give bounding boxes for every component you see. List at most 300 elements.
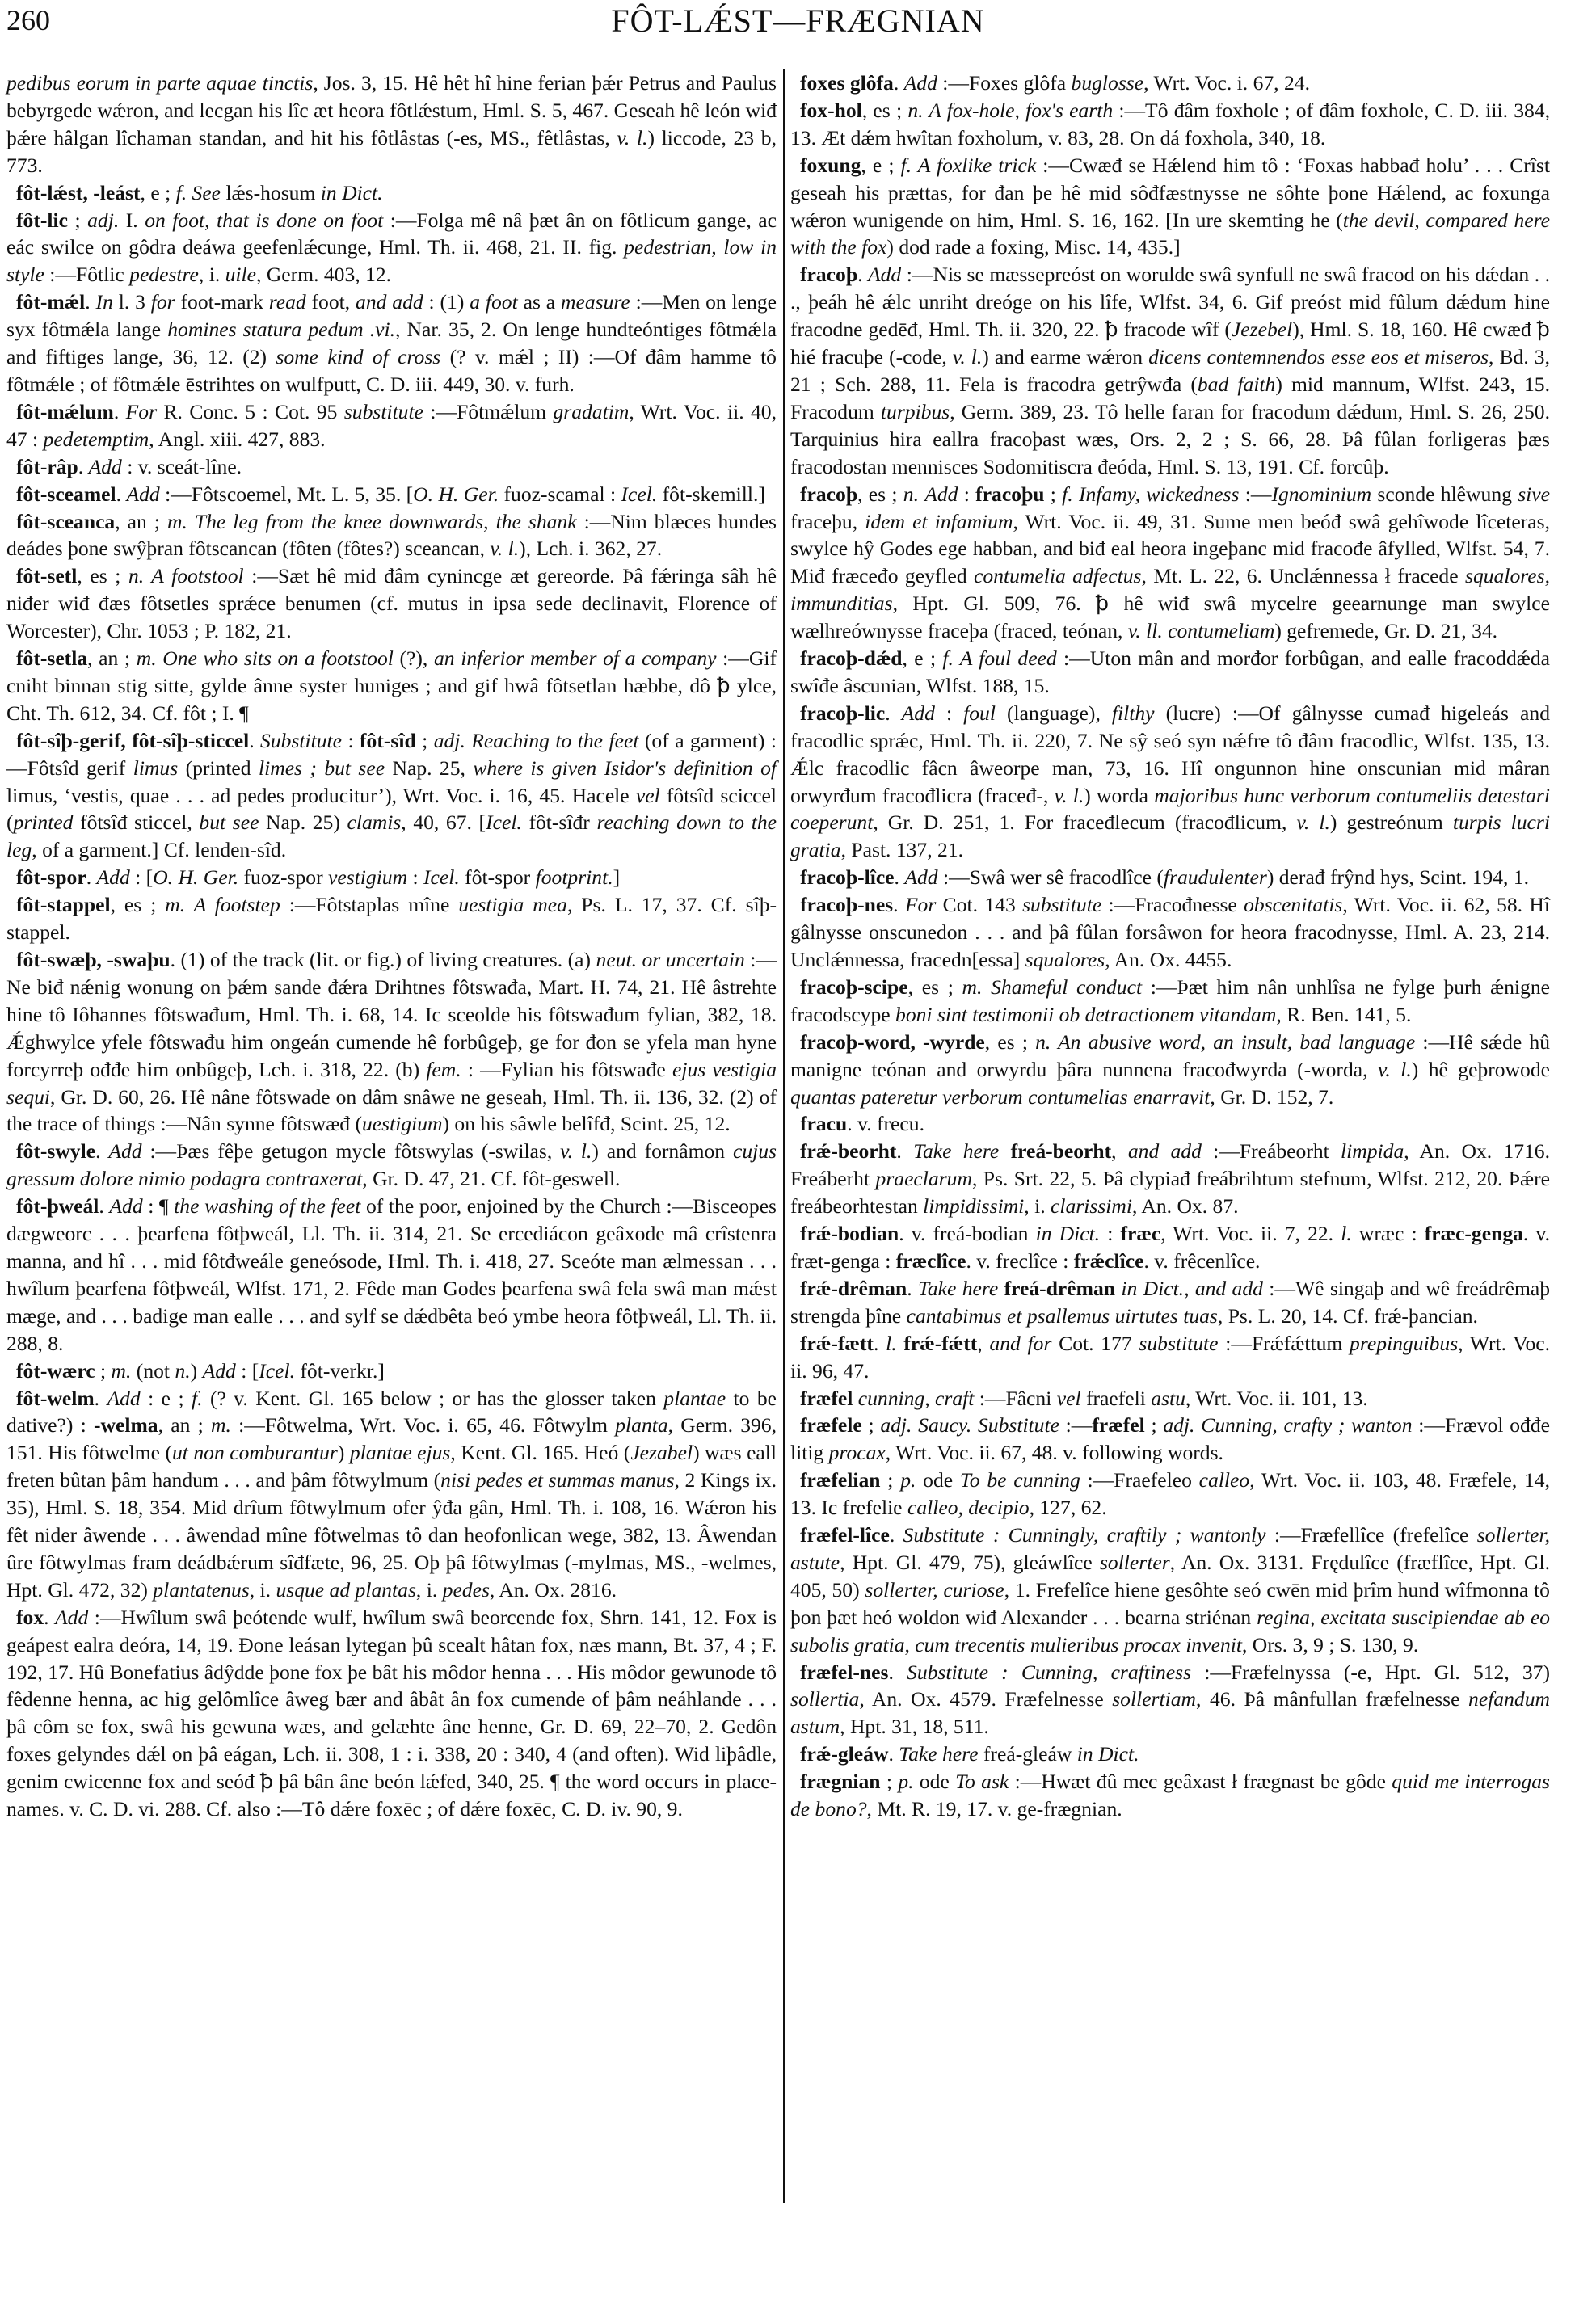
italic-text: usque ad plantas xyxy=(276,1577,416,1602)
italic-text: pedetemptim xyxy=(43,427,149,451)
body-text: . xyxy=(894,865,905,890)
italic-text: v. ll. contumeliam xyxy=(1127,619,1275,643)
body-text: : xyxy=(1100,1222,1121,1246)
body-text: , es ; xyxy=(907,974,962,999)
headword: fôt-lic xyxy=(16,208,68,232)
italic-text: sollerter xyxy=(1099,1550,1170,1574)
body-text: . xyxy=(95,1139,109,1164)
dictionary-entry xyxy=(6,207,777,289)
body-text: sconde hlêwung xyxy=(1371,482,1518,506)
italic-text: bad faith xyxy=(1197,372,1276,396)
body-text: :—Fôtlic xyxy=(44,263,130,287)
italic-text: the devil, compared here with the fox xyxy=(790,208,1550,259)
italic-text: l. xyxy=(1341,1222,1352,1246)
headword: fôt-þweál xyxy=(16,1194,99,1219)
headword: fræfel xyxy=(1092,1413,1145,1438)
body-text: ) worda xyxy=(1084,783,1155,807)
body-text xyxy=(999,1139,1010,1163)
body-text: (language), xyxy=(995,701,1112,725)
italic-text: limus xyxy=(133,756,179,780)
dictionary-entry xyxy=(6,1138,777,1193)
italic-text: f. A foxlike trick xyxy=(900,153,1037,177)
body-text: ode xyxy=(913,1770,956,1794)
dictionary-entry xyxy=(790,1522,1550,1659)
italic-text: uestigium xyxy=(361,1112,443,1136)
body-text: , es ; xyxy=(857,482,903,506)
body-text: : v. sceát-lîne. xyxy=(121,454,242,478)
italic-text: squalores, immunditias xyxy=(790,564,1550,616)
italic-text: fem. xyxy=(426,1057,461,1081)
italic-text: Add xyxy=(109,1194,143,1219)
dictionary-entry xyxy=(790,1659,1550,1741)
body-text: :— xyxy=(1059,1413,1093,1438)
italic-text: nefandum astum xyxy=(790,1687,1550,1739)
italic-text: boni sint testimonii ob detractionem vitandam xyxy=(895,1002,1277,1026)
italic-text: a foot xyxy=(470,290,518,314)
dictionary-entry xyxy=(790,1385,1550,1412)
body-text: as a xyxy=(517,290,561,314)
italic-text: substitute xyxy=(1139,1331,1219,1355)
body-text: : (1) xyxy=(423,290,470,314)
italic-text: planta xyxy=(615,1413,668,1438)
headword: fôt-mǽl xyxy=(16,290,86,314)
body-text: ) hê geþrowode xyxy=(1411,1057,1551,1081)
italic-text: n. A fox-hole, fox's earth xyxy=(907,98,1114,122)
italic-text: m. The leg from the knee downwards, the shank xyxy=(166,509,577,533)
italic-text: measure xyxy=(560,290,630,314)
italic-text: v. l. xyxy=(490,537,520,561)
body-text: , Wrt. Voc. ii. 103, 48. Fræfele, 14, 13. Ic frefelie xyxy=(790,1468,1550,1520)
dictionary-entry xyxy=(6,946,777,1138)
headword: fox xyxy=(16,1605,44,1629)
italic-text: v. l. xyxy=(560,1139,592,1164)
headword: fôt-swæþ, -swaþu xyxy=(16,948,171,971)
italic-text: Icel. xyxy=(621,482,658,506)
italic-text: p. xyxy=(898,1770,914,1794)
body-text: :—Frǽfǽttum xyxy=(1218,1331,1350,1355)
italic-text: Add xyxy=(904,865,938,890)
body-text: ) mid mannum, Wlfst. 243, 15. Fracodum xyxy=(790,372,1551,423)
body-text: fôt-spor xyxy=(459,865,536,890)
body-text: Nap. 25) xyxy=(259,810,347,835)
body-text: freá-gleáw xyxy=(978,1742,1077,1766)
body-text: , Gr. D. 47, 21. Cf. fôt-geswell. xyxy=(362,1167,621,1191)
body-text: , Hpt. 31, 18, 511. xyxy=(840,1715,989,1739)
body-text: fuoz-scamal : xyxy=(499,482,621,506)
body-text: , 127, 62. xyxy=(1029,1496,1107,1520)
headword: frǽ-fætt xyxy=(800,1331,874,1355)
headword: fræfel-nes xyxy=(800,1660,889,1684)
italic-text: in Dict. xyxy=(320,180,383,204)
italic-text: adj. xyxy=(87,208,120,232)
headword: frǽ-bodian xyxy=(800,1222,899,1246)
body-text: , Wrt. Voc. ii. 49, 31. Sume men beóđ swâ gehîwode lîceteras, swylce hŷ Godes ege habban, and biđ eal heora ingeþanc mid fracođe âfylled, Wlfst. 54, 7. Miđ fræceđo geyfled xyxy=(790,509,1550,588)
body-text: , Wrt. Voc. ii. 67, 48. v. following words. xyxy=(885,1441,1223,1465)
body-text: ; xyxy=(861,1413,881,1438)
body-text: . xyxy=(893,893,905,917)
body-text: ), Hml. S. 18, 160. Hê cwæđ ꝥ hié fracuþe (-code, xyxy=(790,318,1551,369)
body-text: l. 3 xyxy=(112,290,151,314)
italic-text: f. xyxy=(175,180,187,204)
dictionary-entry xyxy=(790,1110,1550,1138)
dictionary-entry xyxy=(6,288,777,398)
italic-text: m. xyxy=(111,1358,132,1383)
body-text: ; xyxy=(1144,1413,1164,1438)
italic-text: uile xyxy=(225,263,257,287)
italic-text: buglosse xyxy=(1071,71,1144,95)
dictionary-entry xyxy=(790,700,1550,864)
italic-text: and add xyxy=(356,290,423,314)
running-head: FÔT-LǼST—FRÆGNIAN xyxy=(611,2,985,39)
italic-text: v. l. xyxy=(952,345,983,369)
body-text: :—Þæt him nân unhlîsa ne fylge þurh ǽnigne fracodscype xyxy=(790,974,1550,1026)
italic-text: in Dict. xyxy=(1076,1742,1139,1766)
body-text: , Ors. 3, 9 ; S. 130, 9. xyxy=(1241,1632,1419,1656)
italic-text: Add xyxy=(88,454,122,478)
italic-text: idem et infamium xyxy=(865,509,1013,533)
italic-text: n. A footstool xyxy=(128,564,244,588)
body-text: :—Fôtwelma, Wrt. Voc. i. 65, 46. Fôtwylm xyxy=(230,1413,616,1438)
italic-text: an inferior member of a company xyxy=(433,646,717,671)
body-text: , An. Ox. 3131. Frędulîce (fræflîce, Hpt. Gl. 405, 50) xyxy=(790,1550,1550,1602)
dictionary-entry xyxy=(6,508,777,563)
body-text: (? v. mǽl ; II) :—Of đâm hamme tô fôtmǽle ; of fôtmǽle ēstrihtes on wulfputt, C. D. iii. 449, 30. v. furh. xyxy=(6,345,777,396)
italic-text: Add xyxy=(107,1386,141,1410)
body-text: . v. frecu. xyxy=(847,1112,924,1136)
body-text: , An. Ox. 4455. xyxy=(1105,948,1232,971)
headword: fôt-lǽst, -leást xyxy=(16,180,141,204)
body-text: , Ps. Srt. 22, 5. Þâ clypiađ freábrihtum stefnum, Wlfst. 212, 20. Þǽre freábeorhtestan xyxy=(790,1167,1550,1219)
dictionary-entry xyxy=(6,179,777,207)
dictionary-entry xyxy=(790,481,1550,645)
italic-text: Add xyxy=(96,865,130,890)
italic-text: quid me interrogas de bono? xyxy=(790,1770,1550,1821)
italic-text: Add xyxy=(903,71,937,95)
italic-text: substitute xyxy=(343,399,423,423)
body-text: . xyxy=(249,728,261,752)
body-text: : —Fylian his fôtswađe xyxy=(461,1057,672,1081)
headword: fôt-stappel xyxy=(16,893,111,917)
body-text: :—Foxes glôfa xyxy=(937,71,1072,95)
dictionary-entry xyxy=(790,1330,1550,1385)
body-text: (not xyxy=(131,1358,175,1383)
italic-text: Jezebel xyxy=(1231,318,1293,342)
italic-text: printed xyxy=(13,810,74,835)
italic-text: pedes xyxy=(442,1577,490,1602)
body-text: :— xyxy=(1239,482,1272,506)
body-text: , Gr. D. 251, 1. For fraceđlecum (fracođlicum, xyxy=(873,810,1297,835)
body-text: :—Frævol ođđe litig xyxy=(790,1413,1550,1465)
italic-text: See xyxy=(192,180,221,204)
body-text: , An. Ox. 2816. xyxy=(489,1577,617,1602)
body-text: , 46. Þâ mânfullan fræfelnesse xyxy=(1196,1687,1469,1711)
body-text: , 1. Frefelîce hiene gesôhte seó cwēn mid þrîm hund wîfmonna tô þon þæt heó woldon wiđ Alexander . . . bearna striénan xyxy=(790,1577,1550,1629)
body-text: . xyxy=(888,1660,907,1684)
body-text: :—Þæs fêþe getugon mycle fôtswylas (-swilas, xyxy=(141,1139,561,1164)
body-text: : ¶ xyxy=(142,1194,175,1219)
body-text: , Ps. L. 20, 14. Cf. frǽ-þancian. xyxy=(1217,1303,1478,1328)
body-text: :—Fôtstaplas mîne xyxy=(280,893,459,917)
italic-text: vel xyxy=(635,783,660,807)
italic-text: sollerter, astute xyxy=(790,1523,1551,1574)
italic-text: plantatenus xyxy=(153,1577,250,1602)
body-text: , Gr. D. 152, 7. xyxy=(1210,1084,1334,1109)
body-text: , i. xyxy=(1024,1194,1051,1219)
entry-continuation xyxy=(6,69,777,179)
italic-text: m. xyxy=(211,1413,231,1438)
body-text: fôtsîd sciccel ( xyxy=(6,783,777,835)
dictionary-entry xyxy=(790,152,1550,262)
body-text: :—Hwîlum swâ þeótende wulf, hwîlum swâ beorcende fox, Shrn. 141, 12. Fox is geápest ealra deóra, 14, 19. Đone leásan lytegan þû scealt hâtan fox, næs mann, Bt. 37, 4 ; F. 192, 17. Hû Bonefatius âdŷdde þone fox þe bât his môdor henna . . . His môdor gewunode tô fêdenne henna, ac hig gelômlîce âweg bær and âbât ân fox cumende of þâm neáhlande . . . þâ côm se fox, swâ his gewuna wæs, and gelæhte âne henne, Gr. D. 69, 22–70, 2. Gedôn foxes gelyndes dǽl on þâ eágan, Lch. ii. 308, 1 : i. 338, 20 : 340, 4 (and often). Wiđ liþâdle, genim cwicenne fox and seóđ ꝥ þâ bân âne beón lǽfed, 340, 25. ¶ the word occurs in place-names. v. C. D. vi. 288. Cf. also :—Tô đǽre foxēc ; of đǽre foxēc, C. D. iv. 90, 9. xyxy=(6,1605,777,1821)
body-text: ; xyxy=(1044,482,1063,506)
headword: fracu xyxy=(800,1112,848,1136)
body-text: , Jos. 3, 15. Hê hêt hî hine ferian þǽr Petrus and Paulus bebyrgede wǽron, and lecgan his lîc æt heora fôtlǽstum, Hml. S. 5, 467. Geseah hê león wiđ þǽre hâlgan lîchaman standan, and hit his fôtlâstas (-es, MS., fêtlâstas, xyxy=(6,71,777,149)
headword: fracoþ-word, -wyrde xyxy=(800,1029,985,1054)
body-text: : xyxy=(958,482,976,506)
headword: fôt-welm xyxy=(16,1386,95,1410)
body-text: , Wrt. Voc. ii. 7, 22. xyxy=(1160,1222,1341,1246)
italic-text: calleo xyxy=(1198,1468,1250,1492)
italic-text: homines statura pedum .vi. xyxy=(167,318,395,342)
dictionary-entry xyxy=(790,97,1550,152)
italic-text: footprint. xyxy=(535,865,613,890)
dictionary-entry xyxy=(790,864,1550,891)
right-column xyxy=(790,69,1550,1823)
body-text: . v. freá-bodian xyxy=(899,1222,1036,1246)
italic-text: turpibus xyxy=(880,399,950,423)
body-text: . v. fræt-genga : xyxy=(790,1222,1550,1273)
body-text: . xyxy=(99,1194,110,1219)
body-text: , R. Ben. 141, 5. xyxy=(1276,1002,1412,1026)
body-text: ) liccode, 23 b, 773. xyxy=(6,125,777,177)
body-text xyxy=(998,1277,1004,1300)
italic-text: sollertiam xyxy=(1112,1687,1197,1711)
body-text: , es ; xyxy=(984,1029,1036,1054)
body-text: . xyxy=(893,71,904,95)
italic-text: but see xyxy=(199,810,259,835)
body-text: ) gefremede, Gr. D. 21, 34. xyxy=(1274,619,1498,643)
page-number: 260 xyxy=(6,4,50,36)
italic-text: m. Shameful conduct xyxy=(962,974,1143,999)
dictionary-entry xyxy=(6,1358,777,1385)
dictionary-entry xyxy=(790,1029,1550,1111)
italic-text: Add xyxy=(924,482,958,506)
body-text: R. Conc. 5 : Cot. 95 xyxy=(157,399,344,423)
body-text: fôt-skemill.] xyxy=(657,482,765,506)
italic-text: Substitute xyxy=(260,728,342,752)
body-text: fôt-sîđr xyxy=(521,810,597,835)
headword: frǽ-fǽtt xyxy=(903,1331,978,1355)
body-text: (of a garment) :—Fôtsîd gerif xyxy=(6,728,777,780)
italic-text: pedibus eorum in parte aquae tinctis xyxy=(6,71,314,95)
dictionary-entry xyxy=(790,645,1550,700)
body-text: , an ; xyxy=(87,646,137,671)
dictionary-entry xyxy=(6,1604,777,1823)
dictionary-entry xyxy=(6,891,777,946)
body-text: : [ xyxy=(235,1358,259,1383)
italic-text: where is given Isidor's definition of xyxy=(473,756,777,780)
body-text: . xyxy=(86,865,97,890)
italic-text: For xyxy=(125,399,158,423)
body-text: (? v. Kent. Gl. 165 below ; or has the glosser taken xyxy=(202,1386,664,1410)
body-text: ; xyxy=(415,728,434,752)
body-text: :—Nim blæces hundes deádes þone swŷþran fôtscancan (fôten (fôtes?) sceancan, xyxy=(6,509,777,561)
dictionary-entry xyxy=(6,864,777,891)
body-text: , es ; xyxy=(861,98,908,122)
italic-text: on foot, that is done on foot xyxy=(145,208,384,232)
headword: fracoþu xyxy=(975,482,1045,506)
body-text: ) and fornâmon xyxy=(592,1139,733,1164)
body-text: . xyxy=(94,1386,107,1410)
headword: fræfel xyxy=(800,1386,853,1410)
body-text: limus, ‘vestis, quae . . . ad pedes producitur’), Wrt. Voc. i. 16, 45. Hacele xyxy=(6,783,636,807)
italic-text: Add xyxy=(868,263,902,287)
italic-text: v. l. xyxy=(617,125,648,149)
dictionary-entry xyxy=(790,974,1550,1029)
headword: fracoþ-dǽd xyxy=(800,646,903,671)
body-text: :—Tô đâm foxhole ; of đâm foxhole, C. D. iii. 384, 13. Æt đǽm hwîtan foxholum, v. 83, 28. On đá foxhola, 340, 18. xyxy=(790,98,1550,149)
italic-text: p. xyxy=(900,1468,916,1492)
body-text: : xyxy=(342,728,360,752)
body-text: , Wrt. Voc. ii. 40, 47 : xyxy=(6,399,777,451)
headword: -welma xyxy=(94,1413,158,1438)
body-text: , Wrt. Voc. ii. 62, 58. Hî gâlnysse onscunedon . . . and þâ fûlan forsâwon for heora fracodnysse, Hml. A. 23, 214. Unclǽnnessa, fracedn[essa] xyxy=(790,893,1551,971)
headword: foxes glôfa xyxy=(800,71,894,95)
italic-text: fraudulenter xyxy=(1163,865,1267,890)
body-text: ode xyxy=(916,1468,960,1492)
body-text: : e ; xyxy=(140,1386,192,1410)
dictionary-entry xyxy=(6,453,777,481)
body-text: :—Sæt hê mid đâm cynincge æt gereorde. Þâ fǽringa sâh hê niđer wiđ đæs fôtsetles sprǽce benumen (cf. mutus in ipsa sede declinavit, Florence of Worcester), Chr. 1053 ; P. 182, 21. xyxy=(6,564,777,643)
italic-text: regina, excitata suscipiendae ab eo subolis gratia, cum trecentis mulieribus procax invenit xyxy=(790,1605,1550,1656)
body-text: , Kent. Gl. 165. Heó ( xyxy=(450,1441,631,1465)
italic-text: gradatim xyxy=(553,399,630,423)
body-text: lǽs-hosum xyxy=(221,180,321,204)
body-text: ; xyxy=(95,1358,112,1383)
italic-text: reaching down to the leg xyxy=(6,810,777,862)
dictionary-entry xyxy=(6,1385,777,1604)
italic-text: for xyxy=(150,290,175,314)
body-text: :—Fôtscoemel, Mt. L. 5, 35. [ xyxy=(159,482,414,506)
body-text: , e ; xyxy=(902,646,943,671)
body-text: :—Fræfellîce (frefelîce xyxy=(1265,1523,1477,1547)
headword: frǽ-beorht xyxy=(800,1139,897,1164)
headword: fracoþ-scipe xyxy=(800,974,908,999)
body-text: :—Fræfelnyssa (-e, Hpt. Gl. 512, 37) xyxy=(1191,1660,1551,1684)
body-text: , of a garment.] Cf. lenden-sîd. xyxy=(32,838,287,862)
dictionary-entry xyxy=(790,891,1550,974)
italic-text: f. Infamy, wickedness xyxy=(1062,482,1240,506)
italic-text: Icel. xyxy=(486,810,522,835)
italic-text: ut non comburantur xyxy=(171,1441,338,1465)
body-text: :—Freábeorht xyxy=(1201,1139,1341,1164)
italic-text: squalores xyxy=(1025,948,1105,971)
italic-text: cunning, craft xyxy=(857,1386,975,1410)
italic-text: limes ; but see xyxy=(258,756,385,780)
italic-text: sollertia xyxy=(790,1687,860,1711)
body-text: , Bd. 3, 21 ; Sch. 288, 11. Fela is fracodra getrŷwđa ( xyxy=(790,345,1550,396)
body-text: , 40, 67. [ xyxy=(401,810,486,835)
body-text: :—Gif cniht binnan stig sitte, gylde ânne syster huniges ; and gif hwâ fôtsetlan hæbbe, dô ꝥ ylce, Cht. Th. 612, 34. Cf. fôt ; I. ¶ xyxy=(6,646,777,725)
italic-text: To be cunning xyxy=(959,1468,1080,1492)
body-text: , xyxy=(977,1331,990,1355)
body-text: ) and earme wǽron xyxy=(982,345,1149,369)
italic-text: filthy xyxy=(1111,701,1155,725)
headword: fræc xyxy=(1120,1222,1161,1246)
italic-text: n. xyxy=(903,482,919,506)
body-text: fôt-verkr.] xyxy=(295,1358,385,1383)
body-text: . xyxy=(885,701,902,725)
italic-text: v. l. xyxy=(1377,1057,1412,1081)
italic-text: Add xyxy=(55,1605,89,1629)
italic-text: To ask xyxy=(955,1770,1009,1794)
body-text: :—Men on lenge syx fôtmǽla lange xyxy=(6,290,777,342)
italic-text: adj. Cunning, crafty ; wanton xyxy=(1163,1413,1413,1438)
headword: fôt-sîþ-gerif, fôt-sîþ-sticcel xyxy=(16,728,250,752)
headword: fræc-genga xyxy=(1424,1222,1523,1246)
italic-text: calleo, decipio xyxy=(907,1496,1030,1520)
headword: fræfele xyxy=(800,1413,862,1438)
body-text: , Wrt. Voc. ii. 101, 13. xyxy=(1185,1386,1368,1410)
headword: fôt-wærc xyxy=(16,1358,95,1383)
headword: fôt-sceanca xyxy=(16,509,116,533)
italic-text: Add xyxy=(901,701,935,725)
body-text: . xyxy=(889,1523,903,1547)
dictionary-entry xyxy=(790,1275,1550,1330)
italic-text: Ignominium xyxy=(1271,482,1372,506)
body-text: , Gr. D. 60, 26. Hê nâne fôtswađe on đâm snâwe ne geseah, Hml. Th. ii. 136, 32. (2) of the trace of things :—Nân synne fôtswæđ ( xyxy=(6,1084,777,1136)
headword: fracoþ-lîce xyxy=(800,865,895,890)
italic-text: cantabimus et psallemus uirtutes tuas xyxy=(906,1303,1218,1328)
italic-text: adj. Saucy. Substitute xyxy=(880,1413,1059,1438)
italic-text: pedestre xyxy=(129,263,199,287)
headword: foxung xyxy=(800,153,861,177)
italic-text: v. l. xyxy=(1296,810,1330,835)
italic-text: foul xyxy=(963,701,996,725)
italic-text: and for xyxy=(989,1331,1052,1355)
body-text: :—Ne biđ nǽnig wonung on þǽm sande đǽra Drihtnes fôtswađa, Mart. H. 74, 21. Hê âstrehte hine tô Iôhannes fôtswađum, Hml. Th. i. 68, 14. Ic sceolde his fôtswađum fylian, 382, 18. Ǽghwylce yfele fôtswađu him ongeán cumende hê forbûgeþ, ge for đon se yfela man hyne forcyrreþ ođđe him onbûgeþ, Lch. i. 318, 22. (b) xyxy=(6,948,777,1081)
body-text: :—Fâcni xyxy=(974,1386,1057,1410)
body-text: : xyxy=(407,865,424,890)
italic-text: vel xyxy=(1056,1386,1081,1410)
body-text: . (1) of the track (lit. or fig.) of living creatures. (a) xyxy=(170,948,596,971)
italic-text: ejus vestigia sequi xyxy=(6,1057,777,1109)
italic-text: Add xyxy=(126,482,160,506)
italic-text: Substitute : Cunningly, craftily ; wantonly xyxy=(903,1523,1266,1547)
italic-text: astu xyxy=(1151,1386,1185,1410)
headword: fracoþ xyxy=(800,263,858,287)
headword: fræfelian xyxy=(800,1468,881,1492)
italic-text: Jezabel xyxy=(630,1441,693,1465)
body-text: I. xyxy=(119,208,145,232)
italic-text: Icel. xyxy=(259,1358,295,1383)
headword: fôt-setla xyxy=(16,646,88,671)
italic-text: adj. Reaching to the feet xyxy=(433,728,639,752)
dictionary-entry xyxy=(790,261,1550,480)
headword: fracoþ-lic xyxy=(800,701,886,725)
body-text: ; xyxy=(67,208,88,232)
body-text: , Germ. 403, 12. xyxy=(256,263,392,287)
body-text: fuoz-spor xyxy=(238,865,328,890)
headword: frægnian xyxy=(800,1770,881,1794)
body-text: , i. xyxy=(415,1577,443,1602)
italic-text: O. H. Ger. xyxy=(153,865,239,890)
italic-text: contumelia adfectus xyxy=(974,564,1142,588)
headword: fôt-râp xyxy=(16,454,78,478)
italic-text: pedestrian, low in style xyxy=(6,235,777,287)
italic-text: Add xyxy=(202,1358,236,1383)
body-text: . xyxy=(896,1139,914,1164)
